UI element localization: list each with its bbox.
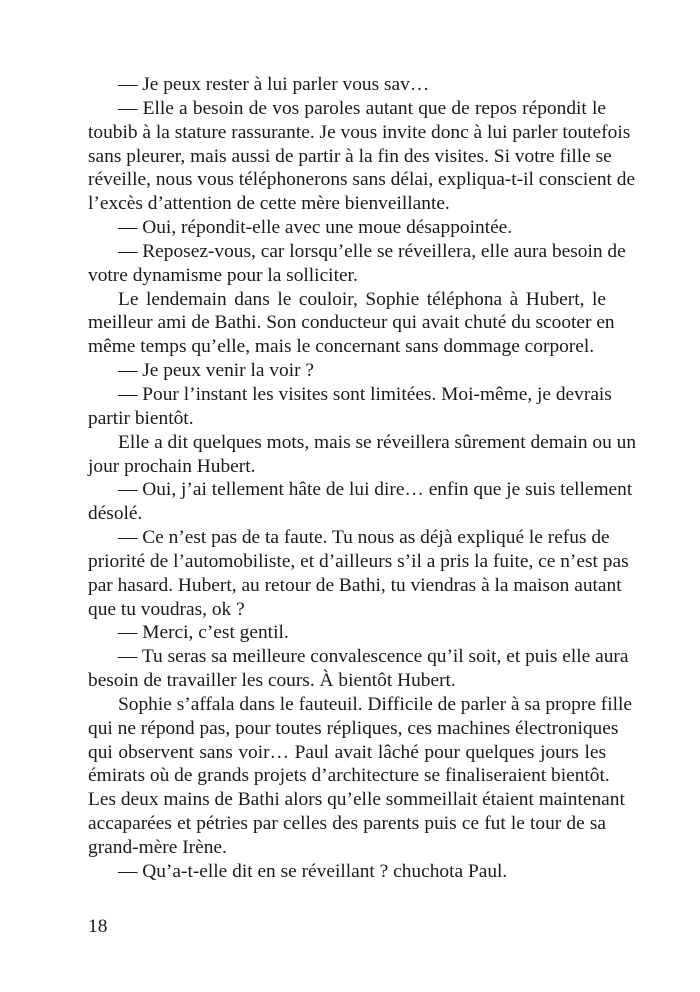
paragraph bbox=[88, 645, 629, 693]
text-line: Le lendemain dans le couloir, Sophie téléphona à Hubert, le bbox=[118, 288, 606, 310]
text-line: désolé. bbox=[88, 503, 143, 525]
text-line: meilleur ami de Bathi. Son conducteur qui avait chuté du scooter en bbox=[88, 312, 615, 334]
text-line: Elle a dit quelques mots, mais se réveillera sûrement demain ou un bbox=[118, 431, 637, 453]
text-line: toubib à la stature rassurante. Je vous invite donc à lui parler toutefois bbox=[88, 121, 631, 143]
text-line: — Merci, c’est gentil. bbox=[118, 622, 289, 644]
text-line: Les deux mains de Bathi alors qu’elle sommeillait étaient maintenant bbox=[88, 789, 625, 811]
page-body bbox=[88, 73, 637, 884]
text-line: grand-mère Irène. bbox=[88, 837, 227, 858]
text-line: — Elle a besoin de vos paroles autant que de repos répondit le bbox=[118, 97, 606, 119]
paragraph bbox=[88, 216, 606, 240]
text-line: partir bientôt. bbox=[88, 407, 194, 429]
text-line: réveille, nous vous téléphonerons sans délai, expliqua-t-il conscient de bbox=[88, 169, 636, 191]
text-line: — Oui, j’ai tellement hâte de lui dire… enfin que je suis tellement bbox=[118, 479, 633, 501]
text-line: par hasard. Hubert, au retour de Bathi, tu viendras à la maison autant bbox=[88, 574, 622, 596]
paragraph bbox=[88, 860, 606, 884]
text-line: émirats où de grands projets d’architecture se finaliseraient bientôt. bbox=[88, 765, 610, 787]
text-line: qui ne répond pas, pour toutes répliques, ces machines électroniques bbox=[88, 717, 619, 739]
paragraph bbox=[88, 97, 636, 216]
paragraph bbox=[88, 431, 637, 479]
paragraph bbox=[88, 73, 606, 97]
text-line: priorité de l’automobiliste, et d’ailleurs s’il a pris la fuite, ce n’est pas bbox=[88, 550, 629, 572]
text-line: — Ce n’est pas de ta faute. Tu nous as déjà expliqué le refus de bbox=[118, 527, 610, 549]
text-line: — Pour l’instant les visites sont limitées. Moi-même, je devrais bbox=[118, 383, 612, 405]
paragraph bbox=[88, 526, 629, 621]
paragraph bbox=[88, 693, 633, 860]
text-line: — Tu seras sa meilleure convalescence qu’il soit, et puis elle aura bbox=[118, 646, 629, 668]
text-line: votre dynamisme pour la solliciter. bbox=[88, 264, 358, 286]
paragraph bbox=[88, 621, 606, 645]
paragraph bbox=[88, 383, 612, 431]
text-line: — Je peux venir la voir ? bbox=[118, 360, 314, 382]
text-line: sans pleurer, mais aussi de partir à la fin des visites. Si votre fille se bbox=[88, 145, 612, 167]
text-line: qui observent sans voir… Paul avait lâché pour quelques jours les bbox=[88, 741, 606, 763]
text-line: accaparées et pétries par celles des parents puis ce fut le tour de sa bbox=[88, 813, 606, 835]
text-line: — Qu’a-t-elle dit en se réveillant ? chuchota Paul. bbox=[118, 860, 508, 882]
paragraph bbox=[88, 240, 626, 288]
text-line: jour prochain Hubert. bbox=[88, 455, 256, 477]
paragraph bbox=[88, 478, 633, 526]
text-line: — Oui, répondit-elle avec une moue désappointée. bbox=[118, 217, 513, 239]
text-line: même temps qu’elle, mais le concernant sans dommage corporel. bbox=[88, 336, 595, 358]
text-line: — Je peux rester à lui parler vous sav… bbox=[118, 74, 430, 95]
text-line: que tu voudras, ok ? bbox=[88, 598, 245, 620]
paragraph bbox=[88, 288, 615, 360]
text-line: Sophie s’affala dans le fauteuil. Difficile de parler à sa propre fille bbox=[118, 693, 633, 715]
text-line: l’excès d’attention de cette mère bienveillante. bbox=[88, 193, 450, 215]
paragraph bbox=[88, 359, 606, 383]
text-line: besoin de travailler les cours. À bientôt Hubert. bbox=[88, 670, 456, 692]
page-number: 18 bbox=[88, 916, 108, 937]
text-line: — Reposez-vous, car lorsqu’elle se réveillera, elle aura besoin de bbox=[118, 240, 626, 262]
